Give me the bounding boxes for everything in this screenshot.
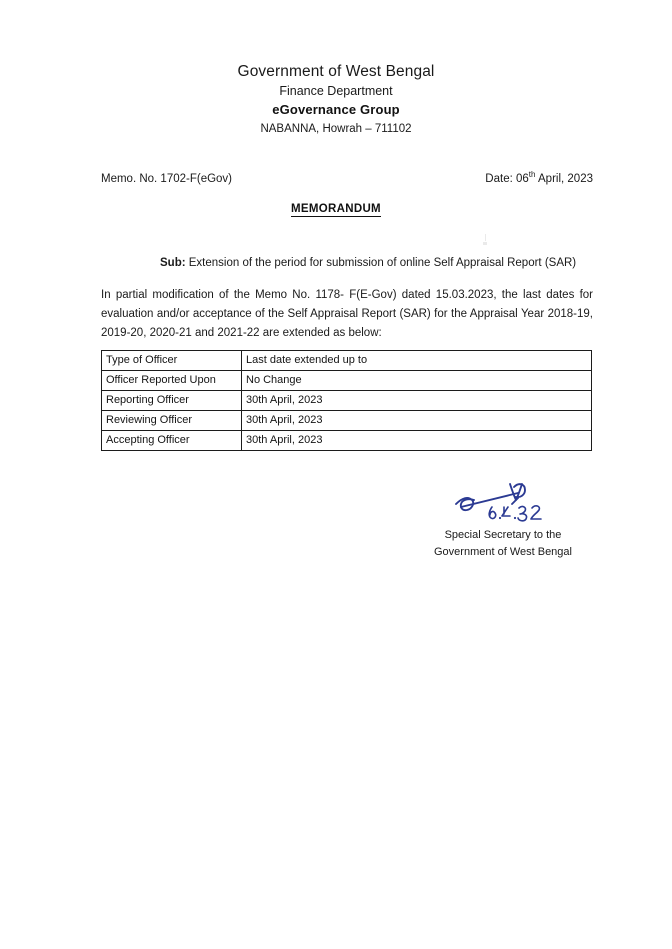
memorandum-heading — [0, 203, 672, 215]
table-cell-last-date: 30th April, 2023 — [242, 391, 592, 411]
memo-date — [485, 170, 593, 185]
table-cell-last-date: 30th April, 2023 — [242, 411, 592, 431]
organisation-name: Government of West Bengal — [237, 63, 435, 80]
table-row — [102, 431, 592, 451]
table-cell-officer-type: Accepting Officer — [102, 431, 242, 451]
office-address: NABANNA, Howrah – 711102 — [260, 123, 412, 135]
memo-number: Memo. No. 1702-F(eGov) — [101, 173, 233, 185]
letterhead — [0, 62, 672, 138]
signature-block — [413, 478, 593, 559]
signatory-designation-line1: Special Secretary to the — [444, 529, 562, 541]
memorandum-heading-text: MEMORANDUM — [291, 203, 381, 215]
body-paragraph: In partial modification of the Memo No. 1178- F(E-Gov) dated 15.03.2023, the last dates for evaluation and/or acceptance of the Self Appraisal Report (SAR) for the Appraisal Year 2018-19, 2019-20, 2020-21 and 2021-22 are extended as below: — [101, 289, 593, 339]
table-cell-officer-type: Officer Reported Upon — [102, 371, 242, 391]
table-body — [102, 351, 592, 451]
table-header-cell-date: Last date extended up to — [242, 351, 592, 371]
table-header-row — [102, 351, 592, 371]
memo-date-prefix: Date: 06 — [485, 173, 529, 185]
table-header-cell-type: Type of Officer — [102, 351, 242, 371]
memo-date-suffix: April, 2023 — [535, 173, 593, 185]
subject-line — [160, 255, 630, 271]
table-row — [102, 411, 592, 431]
table-row — [102, 391, 592, 411]
department-name: Finance Department — [279, 84, 393, 98]
group-name: eGovernance Group — [272, 102, 400, 117]
table-cell-officer-type: Reporting Officer — [102, 391, 242, 411]
signatory-designation-line2: Government of West Bengal — [434, 545, 572, 558]
table-cell-officer-type: Reviewing Officer — [102, 411, 242, 431]
subject-label: Sub: — [160, 257, 186, 269]
table-row — [102, 371, 592, 391]
scan-artifact — [482, 234, 492, 246]
handwritten-signature — [448, 478, 558, 526]
memo-date-ordinal: th — [528, 170, 536, 180]
extension-dates-table — [101, 350, 592, 451]
table-cell-last-date: 30th April, 2023 — [242, 431, 592, 451]
subject-text: Extension of the period for submission of online Self Appraisal Report (SAR) — [185, 257, 577, 269]
table-cell-last-date: No Change — [242, 371, 592, 391]
memo-reference-row — [101, 170, 593, 185]
